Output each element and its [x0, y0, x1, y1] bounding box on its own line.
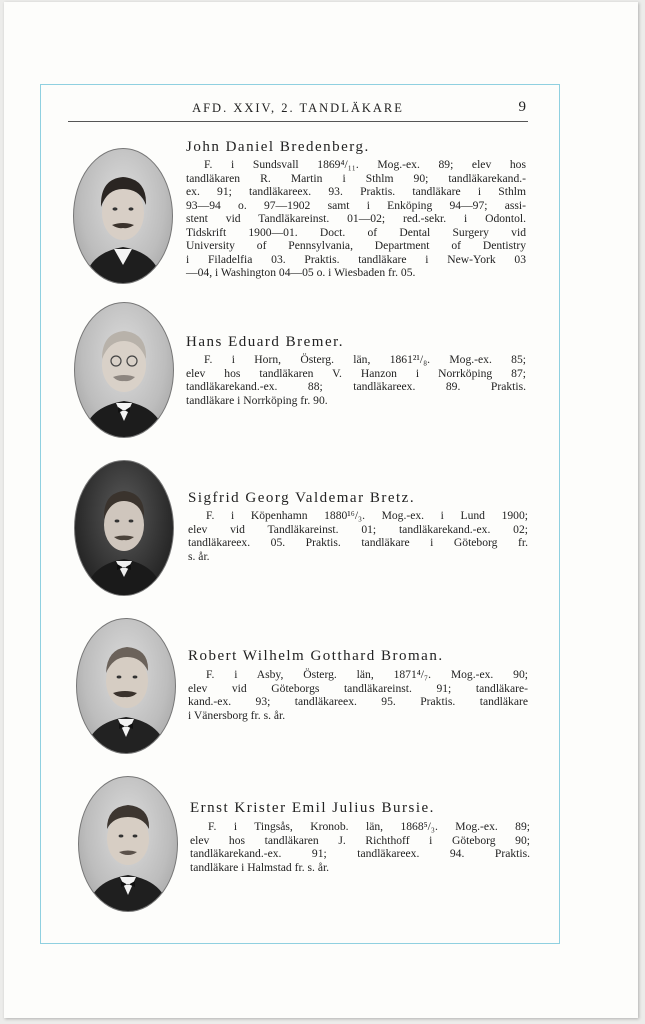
- person-name: John Daniel Bredenberg.: [186, 139, 370, 155]
- person-name: Ernst Krister Emil Julius Bursie.: [190, 800, 435, 816]
- running-header: [68, 99, 528, 122]
- bio-line: stent vid Tandläkareinst. 01—02; red.-sekr. i Odontol.: [186, 212, 526, 225]
- biography: [188, 668, 528, 722]
- biography: [190, 820, 530, 874]
- bio-line: F. i Sundsvall 1869⁴/₁₁. Mog.-ex. 89; elev hos: [204, 158, 526, 171]
- bio-line: elev vid Tandläkareinst. 01; tandläkarekand.-ex. 02;: [188, 522, 528, 536]
- bio-line: F. i Horn, Österg. län, 1861²¹/₈. Mog.-ex. 85;: [204, 353, 526, 366]
- bio-line: kand.-ex. 93; tandläkareex. 95. Praktis. tandläkare: [188, 695, 528, 708]
- person-name: Sigfrid Georg Valdemar Bretz.: [188, 490, 416, 506]
- bio-line: University of Pennsylvania, Department of Dentistry: [186, 239, 526, 252]
- page-number: 9: [518, 99, 526, 115]
- bio-line: elev hos tandläkaren J. Richthoff i Göteborg 90;: [190, 833, 530, 847]
- entry-bretz: [0, 455, 645, 605]
- bio-line: F. i Köpenhamn 1880¹⁶/₃. Mog.-ex. i Lund 1900;: [206, 509, 528, 522]
- portrait-bremer: [74, 302, 174, 438]
- bio-line: tandläkare i Norrköping fr. 90.: [186, 393, 328, 407]
- biography: [186, 158, 526, 280]
- biography: [188, 509, 528, 563]
- bio-line: tandläkarekand.-ex. 91; tandläkareex. 94. Praktis.: [190, 847, 530, 860]
- bio-line: i Vänersborg fr. s. år.: [188, 708, 286, 722]
- entry-bredenberg: [0, 140, 645, 290]
- bio-line: —04, i Washington 04—05 o. i Wiesbaden fr. 05.: [186, 266, 416, 279]
- bio-line: 93—94 o. 97—1902 samt i Enköping 94—97; assi-: [186, 198, 526, 212]
- portrait-bredenberg: [73, 148, 173, 284]
- bio-line: elev hos tandläkaren V. Hanzon i Norrköping 87;: [186, 366, 526, 380]
- running-title: AFD. XXIV, 2. TANDLÄKARE: [192, 101, 404, 115]
- bio-line: tandläkare i Halmstad fr. s. år.: [190, 860, 330, 874]
- entry-broman: [0, 612, 645, 762]
- biography: [186, 353, 526, 407]
- person-name: Robert Wilhelm Gotthard Broman.: [188, 648, 444, 664]
- bio-line: F. i Tingsås, Kronob. län, 1868⁵/₃. Mog.-ex. 89;: [208, 820, 530, 833]
- bio-line: tandläkaren R. Martin i Sthlm 90; tandläkarekand.-: [186, 171, 526, 185]
- entry-bursie: [0, 770, 645, 920]
- bio-line: ex. 91; tandläkareex. 93. Praktis. tandläkare i Sthlm: [186, 185, 526, 198]
- entry-bremer: [0, 300, 645, 450]
- bio-line: i Filadelfia 03. Praktis. tandläkare i New-York 03: [186, 252, 526, 266]
- portrait-broman: [76, 618, 176, 754]
- bio-line: tandläkarekand.-ex. 88; tandläkareex. 89. Praktis.: [186, 380, 526, 393]
- bio-line: F. i Asby, Österg. län, 1871⁴/₇. Mog.-ex. 90;: [206, 668, 528, 681]
- person-name: Hans Eduard Bremer.: [186, 334, 345, 350]
- bio-line: s. år.: [188, 549, 210, 563]
- portrait-bursie: [78, 776, 178, 912]
- bio-line: Tidskrift 1900—01. Doct. of Dental Surgery vid: [186, 225, 526, 239]
- bio-line: tandläkareex. 05. Praktis. tandläkare i Göteborg fr.: [188, 536, 528, 549]
- portrait-bretz: [74, 460, 174, 596]
- bio-line: elev vid Göteborgs tandläkareinst. 91; tandläkare-: [188, 681, 528, 695]
